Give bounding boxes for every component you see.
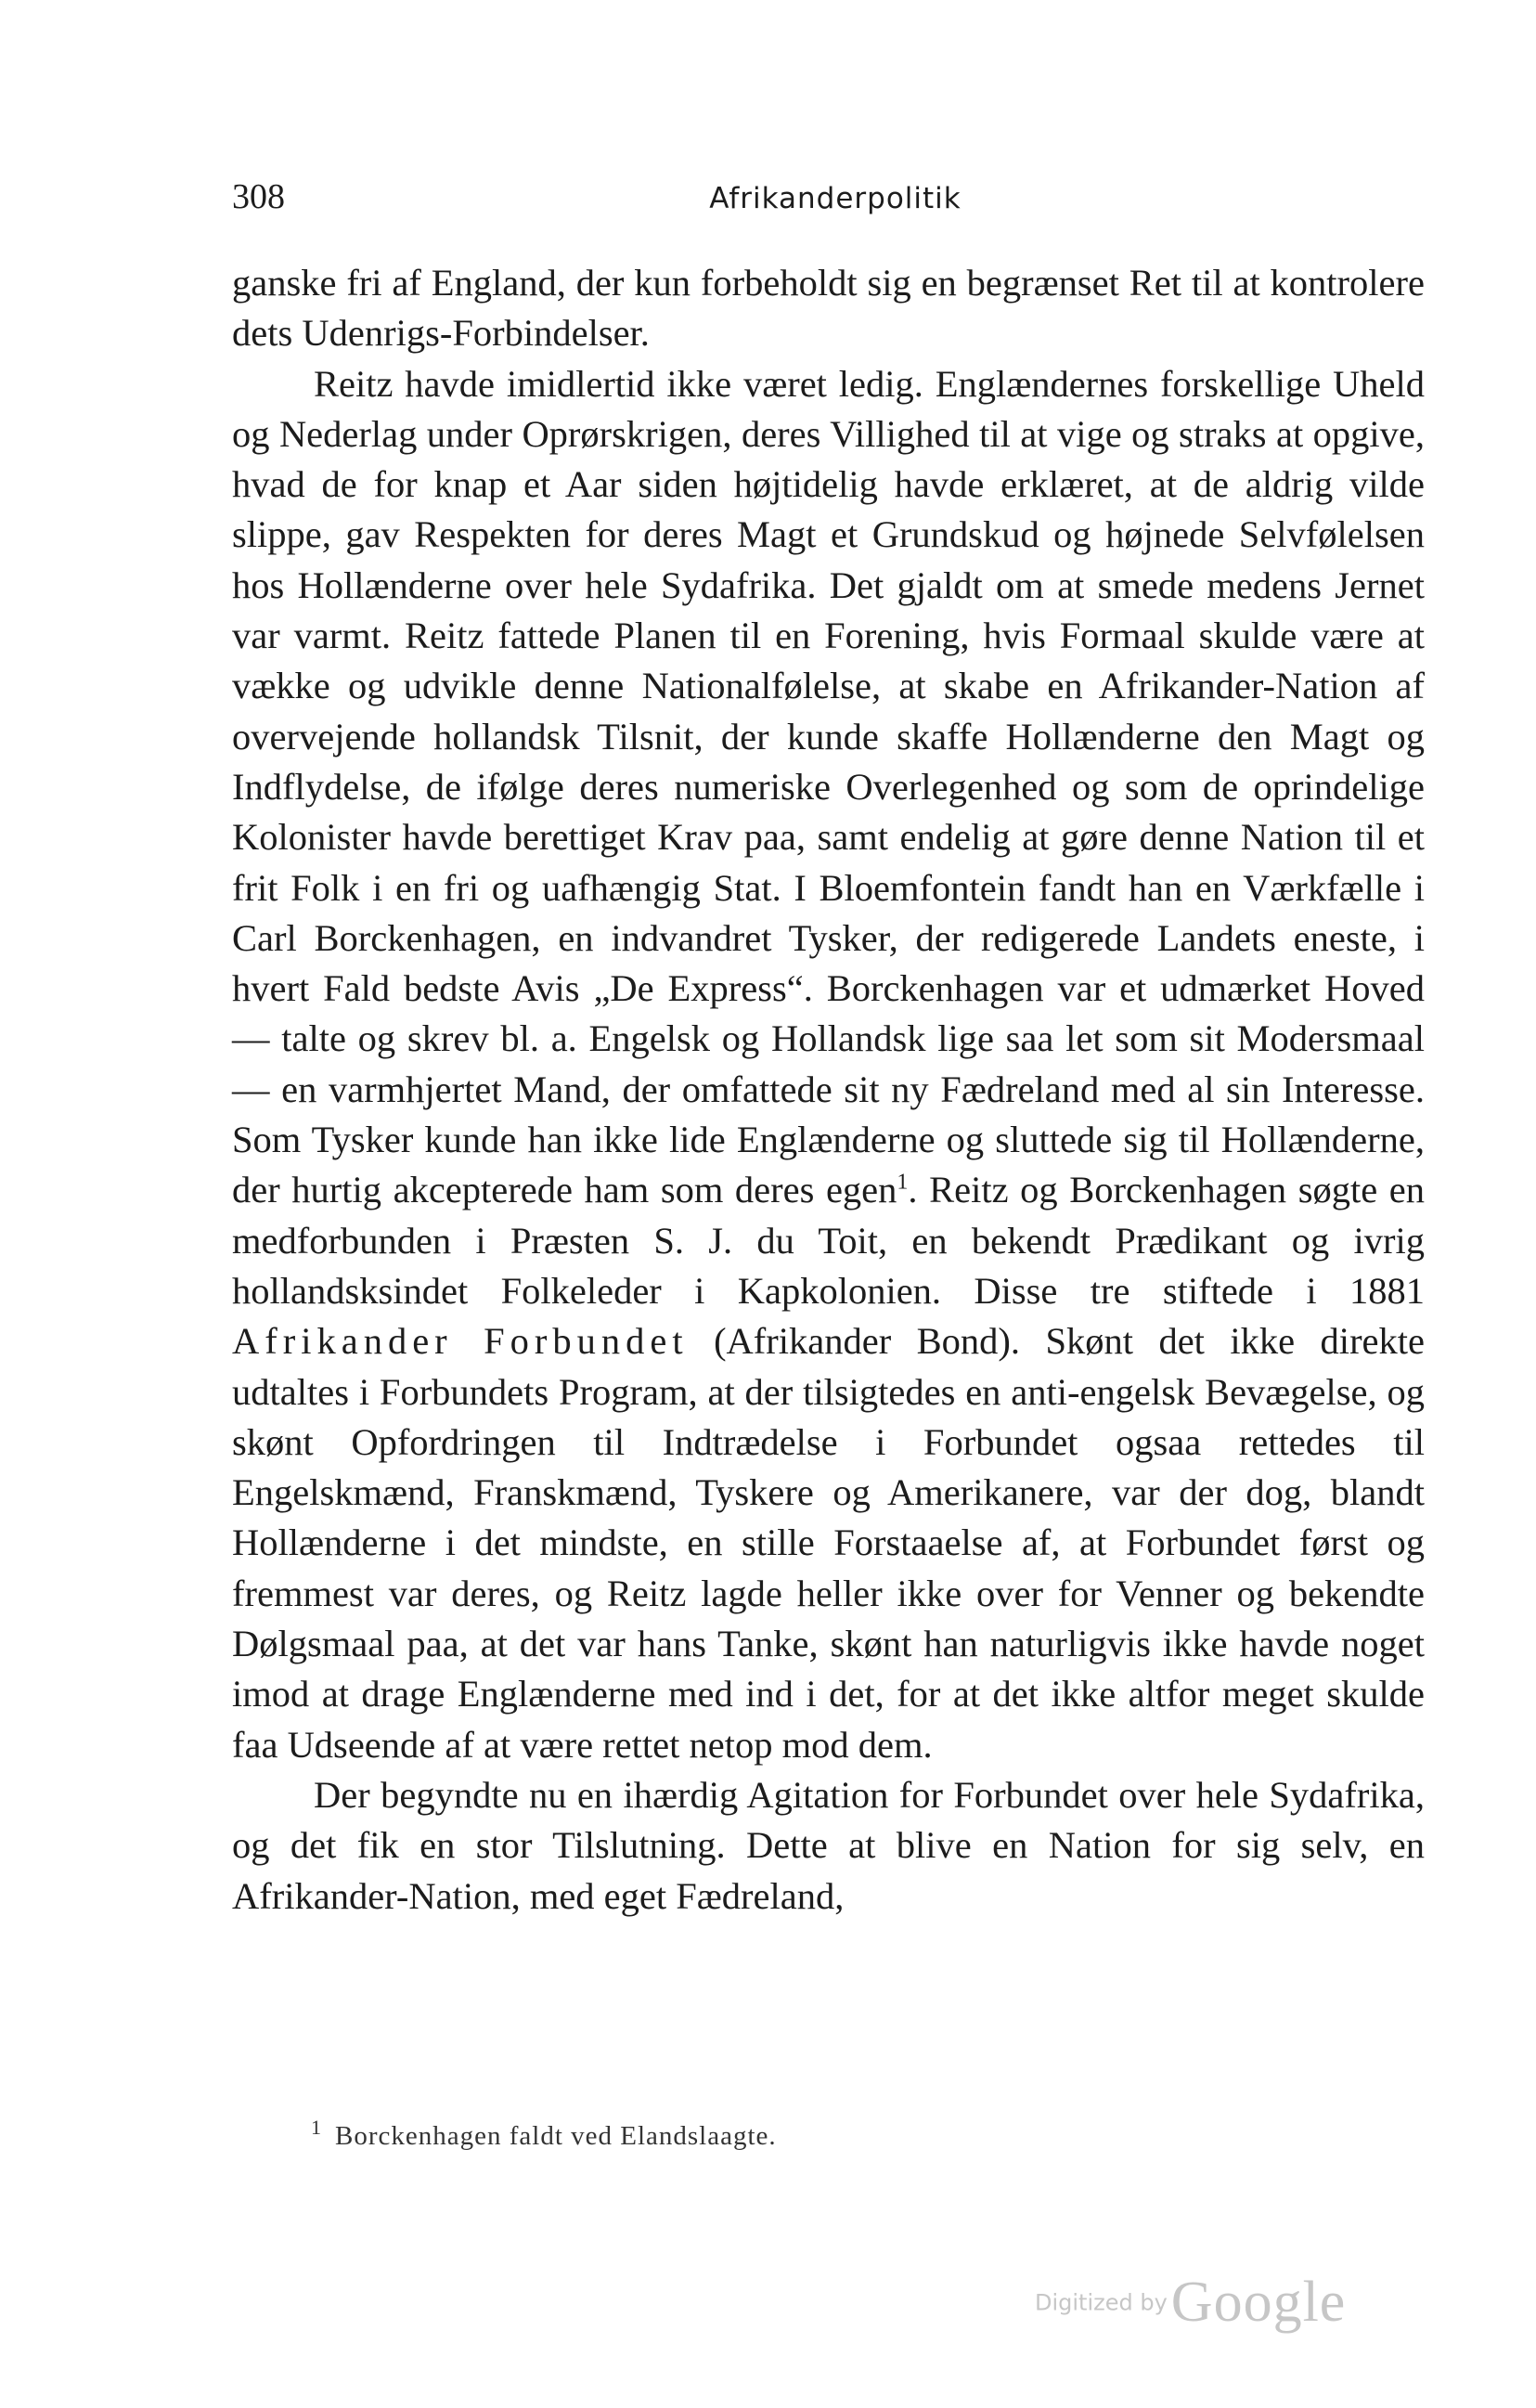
watermark-brand-logo: Google — [1170, 2271, 1347, 2334]
paragraph-2 — [232, 359, 1425, 1770]
watermark-prefix: Digitized by — [1035, 2289, 1168, 2316]
page-number: 308 — [232, 177, 285, 216]
footnote-text: Borckenhagen faldt ved Elandslaagte. — [335, 2121, 777, 2151]
footnote — [311, 2116, 777, 2152]
digitization-watermark — [1035, 2270, 1346, 2336]
footnote-reference: 1 — [897, 1170, 909, 1195]
footnote-marker: 1 — [311, 2116, 322, 2140]
paragraph-1: ganske fri af England, der kun forbeholdt sig en begrænset Ret til at kontrolere dets Udenrigs-Forbindelser. — [232, 262, 1425, 355]
page-header — [232, 176, 1429, 232]
running-title: Afrikanderpolitik — [709, 182, 962, 215]
paragraph-2-text-c: (Afrikander Bond). Skønt det ikke direkte udtaltes i Forbundets Program, at der tilsigtedes en anti-engelsk Bevægelse, og skønt Opfordringen til Indtrædelse i Forbundet ogsaa rettedes til Engelskmænd, Franskmænd, Tyskere og Amerikanere, var der dog, blandt Hollænderne i det mindste, en stille Forstaaelse af, at Forbundet først og fremmest var deres, og Reitz lagde heller ikke over for Venner og bekendte Dølgsmaal paa, at det var hans Tanke, skønt han naturligvis ikke havde noget imod at drage Englænderne med ind i det, for at det ikke altfor meget skulde faa Udseende af at være rettet netop mod dem. — [232, 1320, 1426, 1766]
spaced-term-afrikander-forbundet: Afrikander Forbundet — [232, 1320, 689, 1363]
paragraph-2-text-b: . Reitz og Borckenhagen søgte en medforbunden i Præsten S. J. du Toit, en bekendt Prædikant og ivrig hollandsksindet Folkeleder i Kapkolonien. Disse tre stiftede i 1881 — [232, 1169, 1425, 1312]
body-text — [232, 258, 1425, 1922]
paragraph-2-text-a: Reitz havde imidlertid ikke været ledig. Englændernes forskellige Uheld og Nederlag under Oprørskrigen, deres Villighed til at vige og straks at opgive, hvad de for knap et Aar siden højtidelig havde erklæret, at de aldrig vilde slippe, gav Respekten for deres Magt et Grundskud og højnede Selvfølelsen hos Hollænderne over hele Sydafrika. Det gjaldt om at smede medens Jernet var varmt. Reitz fattede Planen til en Forening, hvis Formaal skulde være at vække og udvikle denne Nationalfølelse, at skabe en Afrikander-Nation af overvejende hollandsk Tilsnit, der kunde skaffe Hollænderne den Magt og Indflydelse, de ifølge deres numeriske Overlegenhed og som de oprindelige Kolonister havde berettiget Krav paa, samt endelig at gøre denne Nation til et frit Folk i en fri og uafhængig Stat. I Bloemfontein fandt han en Værkfælle i Carl Borckenhagen, en indvandret Tysker, der redigerede Landets eneste, i hvert Fald bedste Avis „De Express“. Borckenhagen var et udmærket Hoved — talte og skrev bl. a. Engelsk og Hollandsk lige saa let som sit Modersmaal — en varmhjertet Mand, der omfattede sit ny Fædreland med al sin Interesse. Som Tysker kunde han ikke lide Englænderne og sluttede sig til Hollænderne, der hurtig akcepterede ham som deres egen — [232, 362, 1425, 1211]
paragraph-3: Der begyndte nu en ihærdig Agitation for Forbundet over hele Sydafrika, og det fik en stor Tilslutning. Dette at blive en Nation for sig selv, en Afrikander-Nation, med eget Fædreland, — [232, 1773, 1425, 1917]
